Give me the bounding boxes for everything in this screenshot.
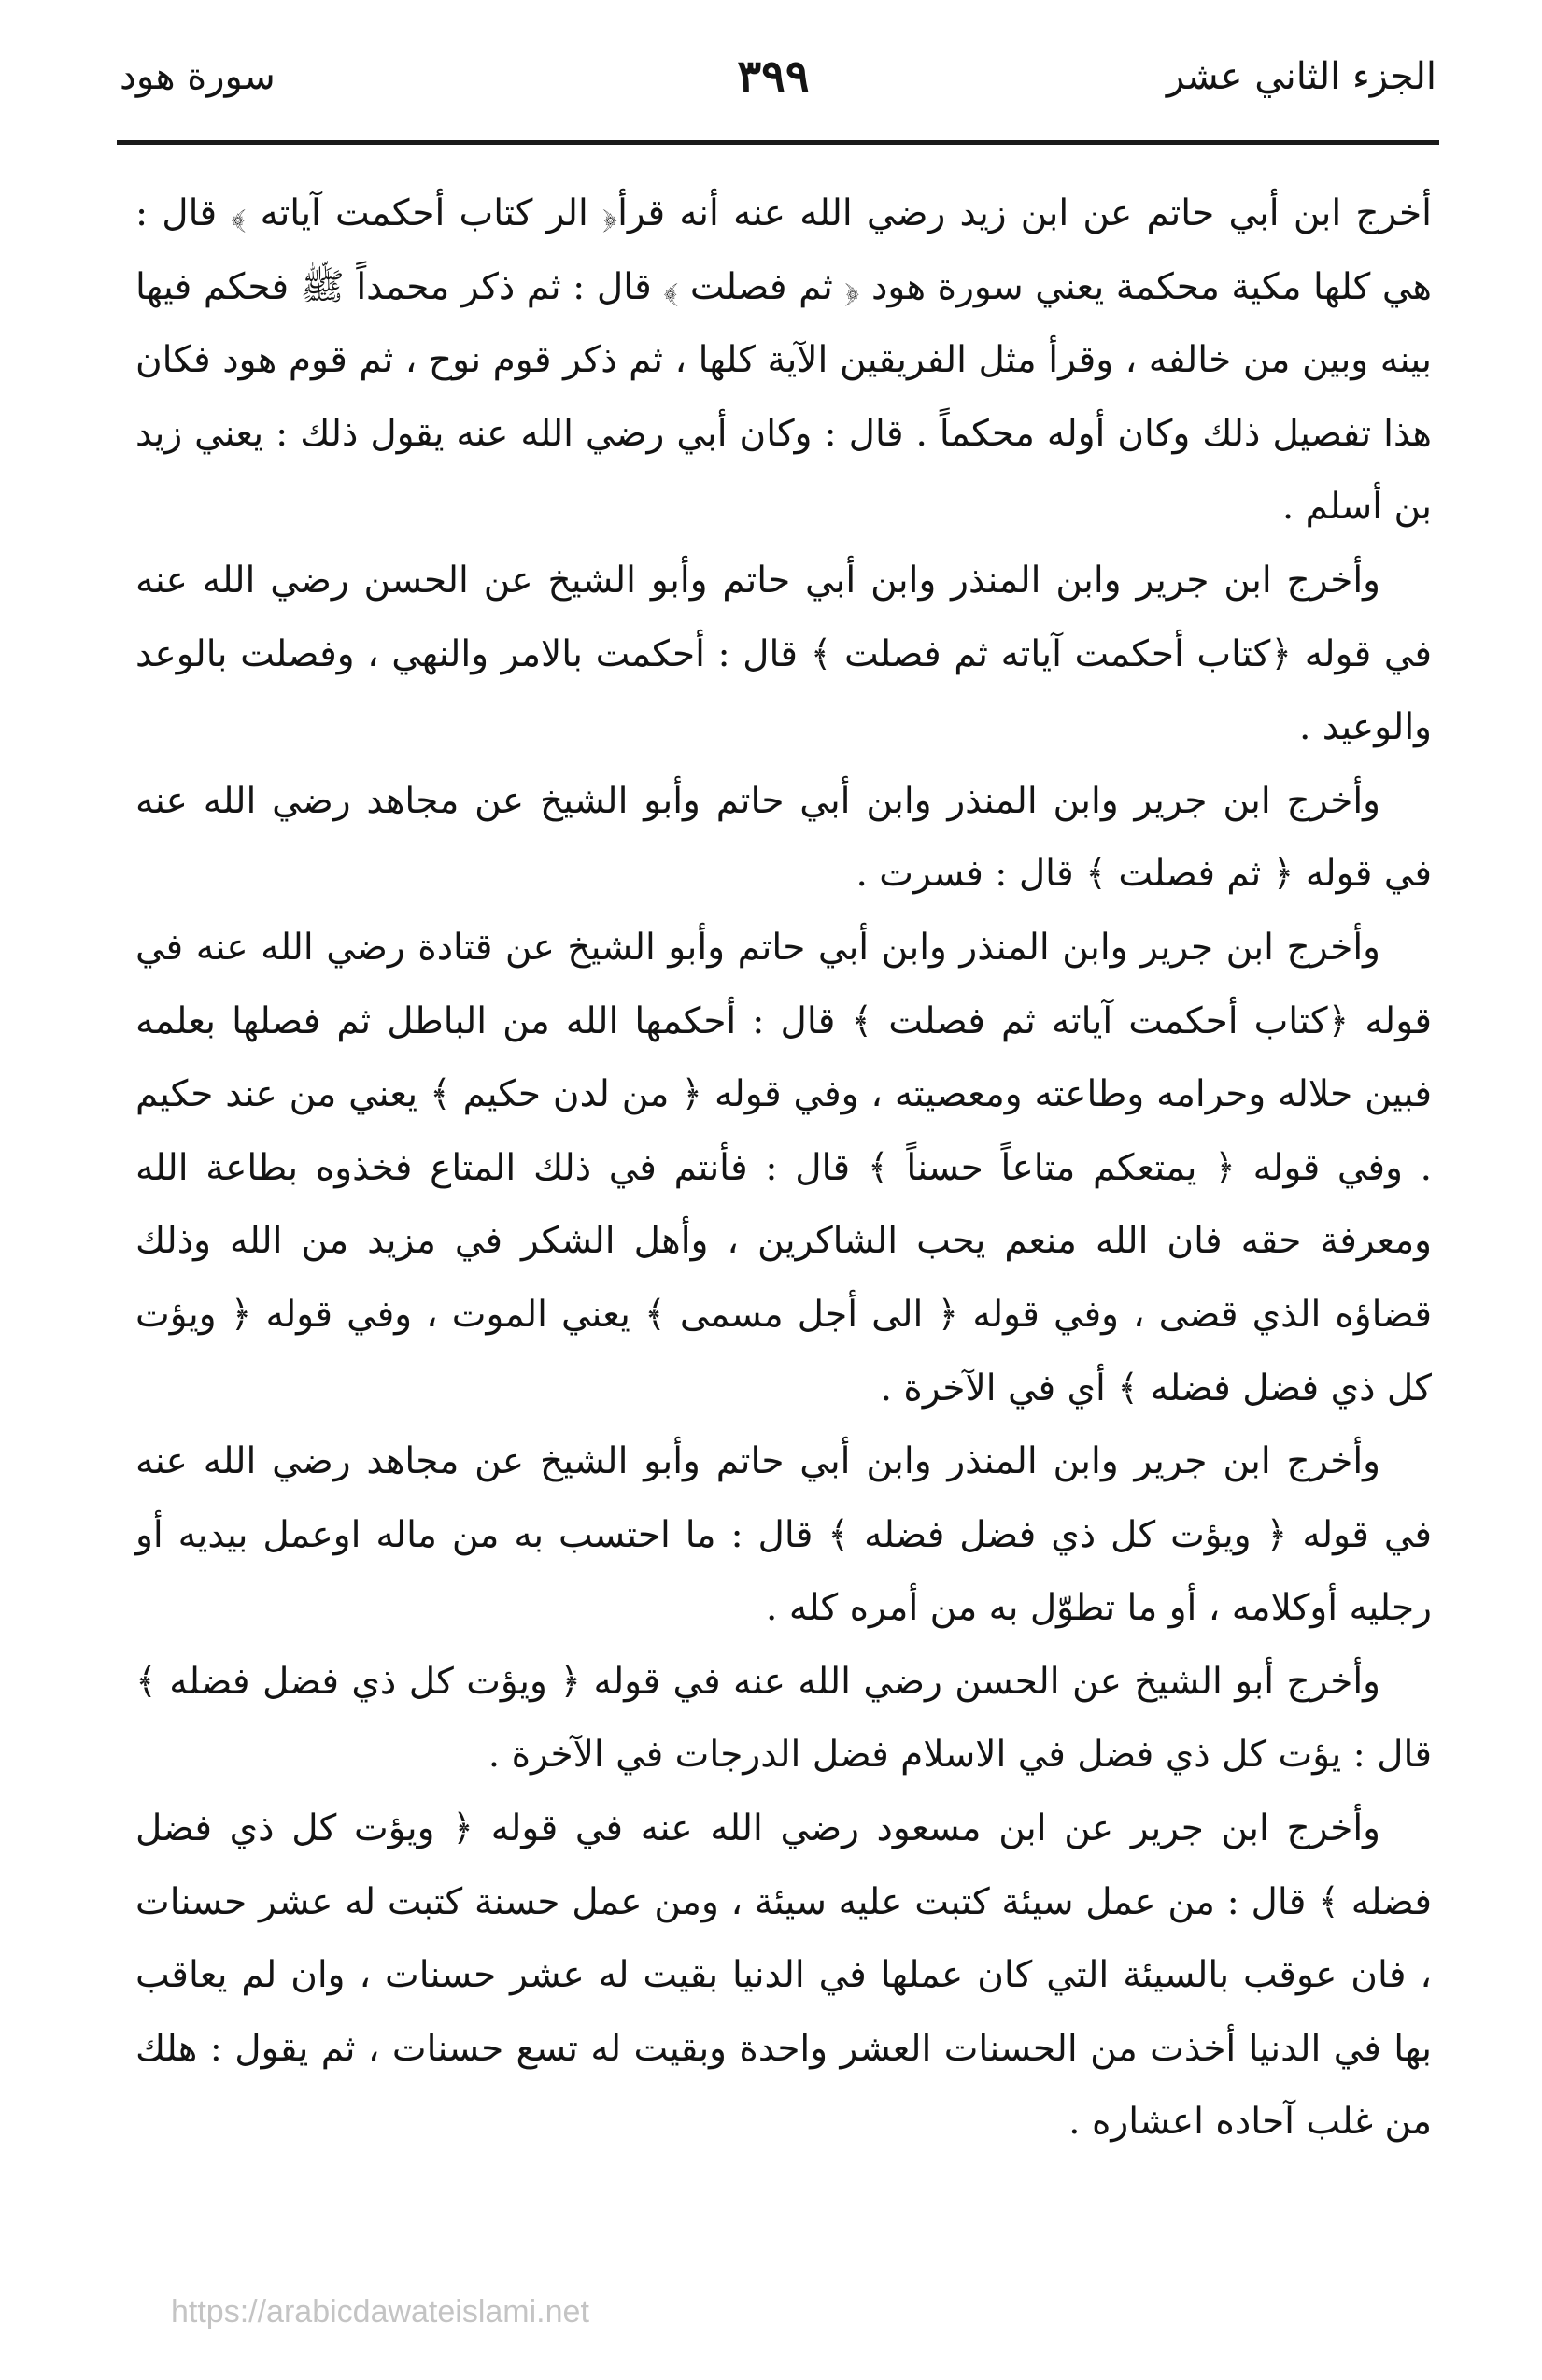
paragraph-6: وأخرج أبو الشيخ عن الحسن رضي الله عنه في قوله ﴿ ويؤت كل ذي فضل فضله ﴾ قال : يؤت كل ذي فضل في الاسلام فضل الدرجات في الآخرة . [135, 1660, 1432, 1777]
paragraph-3: وأخرج ابن جرير وابن المنذر وابن أبي حاتم وأبو الشيخ عن مجاهد رضي الله عنه في قوله ﴿ ثم فصلت ﴾ قال : فسرت . [135, 779, 1432, 896]
paragraph-4: وأخرج ابن جرير وابن المنذر وابن أبي حاتم وأبو الشيخ عن قتادة رضي الله عنه في قوله ﴿كتاب أحكمت آياته ثم فصلت ﴾ قال : أحكمها الله من الباطل ثم فصلها بعلمه فبين حلاله وحرامه وطاعته ومعصيته ، وفي قوله ﴿ من لدن حكيم ﴾ يعني من عند حكيم . وفي قوله ﴿ يمتعكم متاعاً حسناً ﴾ قال : فأنتم في ذلك المتاع فخذوه بطاعة الله ومعرفة حقه فان الله منعم يحب الشاكرين ، وأهل الشكر في مزيد من الله وذلك قضاؤه الذي قضى ، وفي قوله ﴿ الى أجل مسمى ﴾ يعني الموت ، وفي قوله ﴿ ويؤت كل ذي فضل فضله ﴾ أي في الآخرة . [135, 926, 1432, 1410]
volume-title: الجزء الثاني عشر [1166, 55, 1436, 98]
watermark-url: https://arabicdawateislami.net [171, 2294, 589, 2330]
page-number: ٣٩٩ [737, 50, 810, 103]
paragraph-2: وأخرج ابن جرير وابن المنذر وابن أبي حاتم وأبو الشيخ عن الحسن رضي الله عنه في قوله ﴿كتاب أحكمت آياته ثم فصلت ﴾ قال : أحكمت بالامر والنهي ، وفصلت بالوعد والوعيد . [135, 559, 1432, 749]
paragraph-1: أخرج ابن أبي حاتم عن ابن زيد رضي الله عنه أنه قرأ﴿ الر كتاب أحكمت آياته ﴾ قال : هي كلها مكية محكمة يعني سورة هود ﴿ ثم فصلت ﴾ قال : ثم ذكر محمداً ﷺ فحكم فيها بينه وبين من خالفه ، وقرأ مثل الفريقين الآية كلها ، ثم ذكر قوم نوح ، ثم قوم هود فكان هذا تفصيل ذلك وكان أوله محكماً . قال : وكان أبي رضي الله عنه يقول ذلك : يعني زيد بن أسلم . [135, 192, 1432, 529]
page-header [110, 49, 1436, 105]
page-body [135, 177, 1432, 2160]
paragraph-7: وأخرج ابن جرير عن ابن مسعود رضي الله عنه في قوله ﴿ ويؤت كل ذي فضل فضله ﴾ قال : من عمل سيئة كتبت عليه سيئة ، ومن عمل حسنة كتبت له عشر حسنات ، فان عوقب بالسيئة التي كان عملها في الدنيا بقيت له عشر حسنات ، وان لم يعاقب بها في الدنيا أخذت من الحسنات العشر واحدة وبقيت له تسع حسنات ، ثم يقول : هلك من غلب آحاده اعشاره . [135, 1807, 1432, 2144]
header-rule [117, 140, 1439, 145]
paragraph-5: وأخرج ابن جرير وابن المنذر وابن أبي حاتم وأبو الشيخ عن مجاهد رضي الله عنه في قوله ﴿ ويؤت كل ذي فضل فضله ﴾ قال : ما احتسب به من ماله اوعمل بيديه أو رجليه أوكلامه ، أو ما تطوّل به من أمره كله . [135, 1440, 1432, 1630]
surah-title: سورة هود [120, 55, 276, 98]
